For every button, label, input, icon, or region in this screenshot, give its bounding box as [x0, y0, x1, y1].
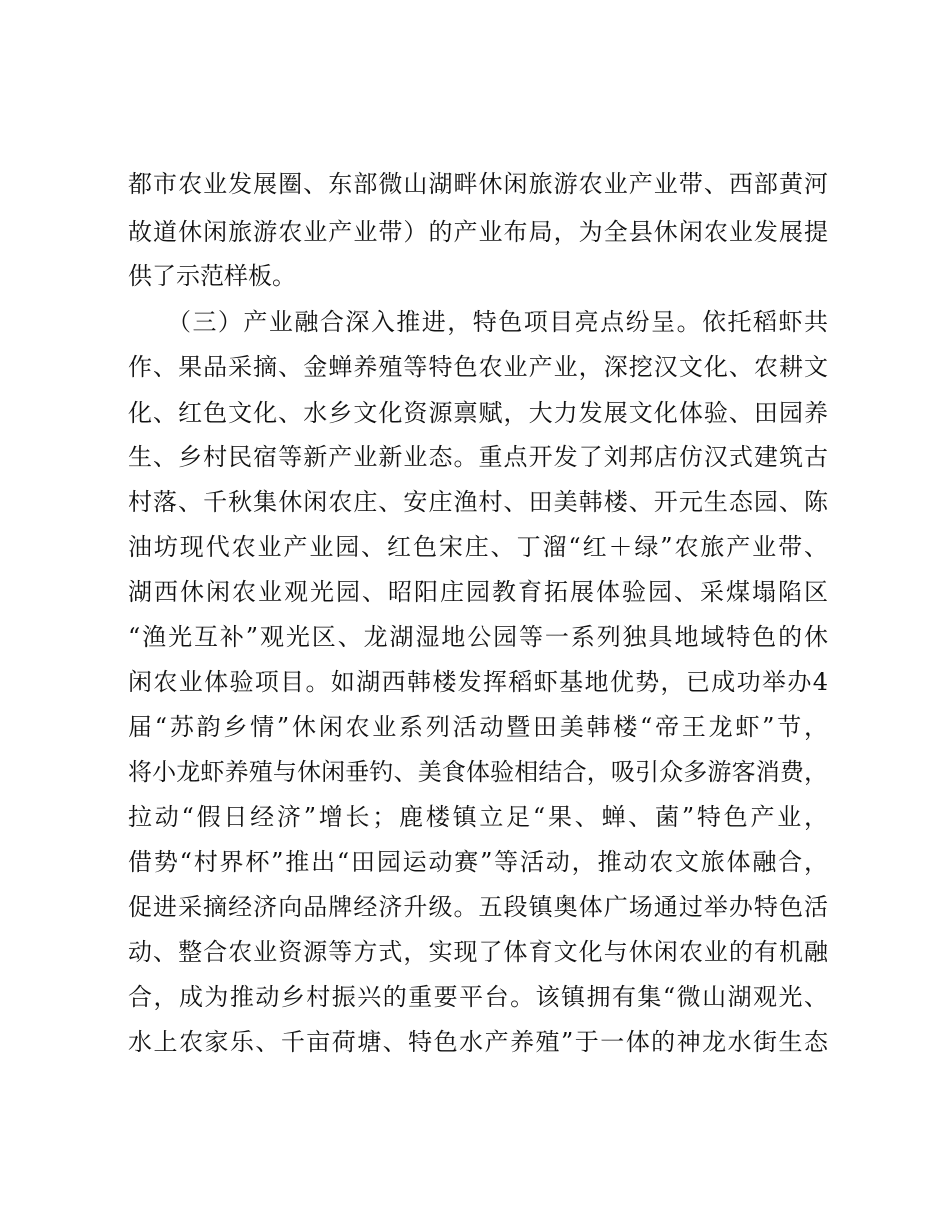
text-line: 借势“村界杯”推出“田园运动赛”等活动，推动农文旅体融合， — [128, 848, 828, 876]
text-line: 将小龙虾养殖与休闲垂钓、美食体验相结合，吸引众多游客消费， — [128, 758, 828, 786]
text-line: 届“苏韵乡情”休闲农业系列活动暨田美韩楼“帝王龙虾”节， — [128, 713, 828, 741]
text-line: 湖西休闲农业观光园、昭阳庄园教育拓展体验园、采煤塌陷区 — [128, 578, 828, 606]
text-line: 供了示范样板。 — [128, 262, 296, 290]
text-line: 动、整合农业资源等方式，实现了体育文化与休闲农业的有机融 — [128, 938, 828, 966]
text-line: 促进采摘经济向品牌经济升级。五段镇奥体广场通过举办特色活 — [128, 893, 828, 921]
text-line: 都市农业发展圈、东部微山湖畔休闲旅游农业产业带、西部黄河 — [128, 170, 828, 198]
text-line: 合，成为推动乡村振兴的重要平台。该镇拥有集“微山湖观光、 — [128, 983, 828, 1011]
text-line: 拉动“假日经济”增长；鹿楼镇立足“果、蝉、菌”特色产业， — [128, 803, 828, 831]
text-line: 水上农家乐、千亩荷塘、特色水产养殖”于一体的神龙水街生态 — [128, 1028, 828, 1056]
text-line: 作、果品采摘、金蝉养殖等特色农业产业，深挖汉文化、农耕文 — [128, 353, 828, 381]
text-line: 化、红色文化、水乡文化资源禀赋，大力发展文化体验、田园养 — [128, 399, 828, 427]
text-line: 生、乡村民宿等新产业新业态。重点开发了刘邦店仿汉式建筑古 — [128, 443, 828, 471]
section-heading-line: （三）产业融合深入推进，特色项目亮点纷呈。依托稻虾共 — [128, 308, 828, 336]
text-line: 故道休闲旅游农业产业带）的产业布局，为全县休闲农业发展提 — [128, 218, 828, 246]
text-line: “渔光互补”观光区、龙湖湿地公园等一系列独具地域特色的休 — [128, 623, 828, 651]
text-line: 闲农业体验项目。如湖西韩楼发挥稻虾基地优势，已成功举办4 — [128, 668, 828, 696]
text-line: 油坊现代农业产业园、红色宋庄、丁溜“红＋绿”农旅产业带、 — [128, 533, 828, 561]
text-line: 村落、千秋集休闲农庄、安庄渔村、田美韩楼、开元生态园、陈 — [128, 488, 828, 516]
